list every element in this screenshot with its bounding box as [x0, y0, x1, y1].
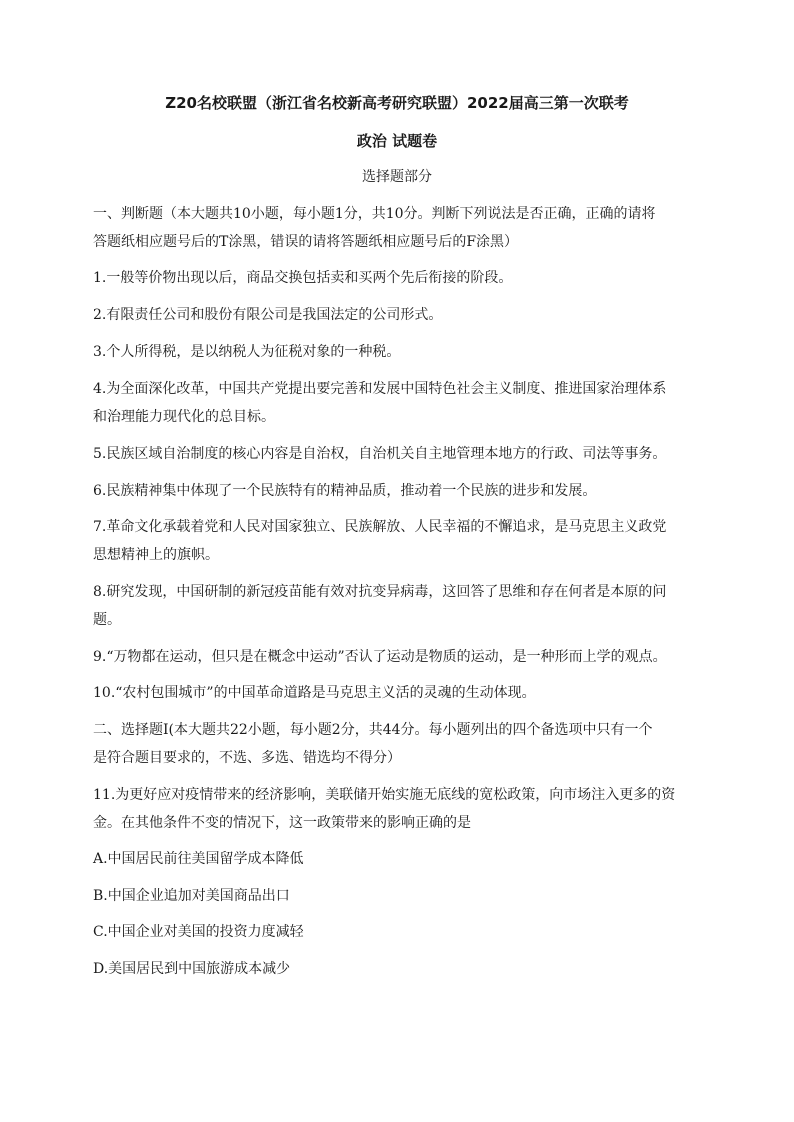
question-2 [93, 301, 703, 329]
question-5 [93, 440, 703, 468]
question-2-text: 2.有限责任公司和股份有限公司是我国法定的公司形式。 [93, 307, 443, 323]
question-4-line2: 和治理能力现代化的总目标。 [93, 409, 275, 425]
section2-instructions [93, 716, 703, 772]
option-a-text: A.中国居民前往美国留学成本降低 [93, 851, 304, 867]
question-3-text: 3.个人所得税，是以纳税人为征税对象的一种税。 [93, 344, 401, 360]
option-c-text: C.中国企业对美国的投资力度减轻 [93, 924, 304, 940]
section1-instructions-line2: 答题纸相应题号后的T涂黑，错误的请将答题纸相应题号后的F涂黑） [93, 234, 519, 250]
question-11-line2: 金。在其他条件不变的情况下，这一政策带来的影响正确的是 [93, 815, 471, 831]
question-8-line2: 题。 [93, 612, 121, 628]
question-9-text: 9.“万物都在运动，但只是在概念中运动”否认了运动是物质的运动，是一种形而上学的观点。 [93, 649, 667, 665]
option-a [93, 845, 703, 873]
question-7 [93, 513, 703, 569]
question-11-line1: 11.为更好应对疫情带来的经济影响，美联储开始实施无底线的宽松政策，向市场注入更多的资 [93, 787, 676, 803]
section2-instructions-line2: 是符合题目要求的，不选、多选、错选均不得分） [93, 750, 401, 766]
question-4-line1: 4.为全面深化改革，中国共产党提出要完善和发展中国特色社会主义制度、推进国家治理体系 [93, 381, 667, 397]
question-5-text: 5.民族区域自治制度的核心内容是自治权，自治机关自主地管理本地方的行政、司法等事务。 [93, 446, 667, 462]
question-4 [93, 375, 703, 431]
question-1-text: 1.一般等价物出现以后，商品交换包括卖和买两个先后衔接的阶段。 [93, 270, 513, 286]
question-6 [93, 477, 703, 505]
exam-title: Z20名校联盟（浙江省名校新高考研究联盟）2022届高三第一次联考 [165, 94, 629, 112]
question-9 [93, 643, 703, 671]
section1-instructions [93, 200, 703, 256]
section1-instructions-line1: 一、判断题（本大题共10小题，每小题1分，共10分。判断下列说法是否正确，正确的请将 [93, 206, 656, 222]
question-11 [93, 781, 703, 837]
option-d [93, 955, 703, 983]
section2-instructions-line1: 二、选择题Ⅰ(本大题共22小题，每小题2分，共44分。每小题列出的四个备选项中只有一个 [93, 722, 653, 738]
question-10-text: 10.“农村包围城市”的中国革命道路是马克思主义活的灵魂的生动体现。 [93, 685, 536, 701]
question-7-line1: 7.革命文化承载着党和人民对国家独立、民族解放、人民幸福的不懈追求，是马克思主义政党 [93, 519, 667, 535]
exam-subtitle: 政治 试题卷 [356, 132, 438, 150]
question-10 [93, 679, 703, 707]
question-7-line2: 思想精神上的旗帜。 [93, 547, 219, 563]
option-b-text: B.中国企业追加对美国商品出口 [93, 888, 290, 904]
option-c [93, 918, 703, 946]
question-6-text: 6.民族精神集中体现了一个民族特有的精神品质，推动着一个民族的进步和发展。 [93, 483, 597, 499]
question-8 [93, 578, 703, 634]
part-title: 选择题部分 [362, 169, 432, 185]
option-d-text: D.美国居民到中国旅游成本减少 [93, 961, 291, 977]
question-8-line1: 8.研究发现，中国研制的新冠疫苗能有效对抗变异病毒，这回答了思维和存在何者是本原的问 [93, 584, 667, 600]
option-b [93, 882, 703, 910]
question-1 [93, 264, 703, 292]
question-3 [93, 338, 703, 366]
